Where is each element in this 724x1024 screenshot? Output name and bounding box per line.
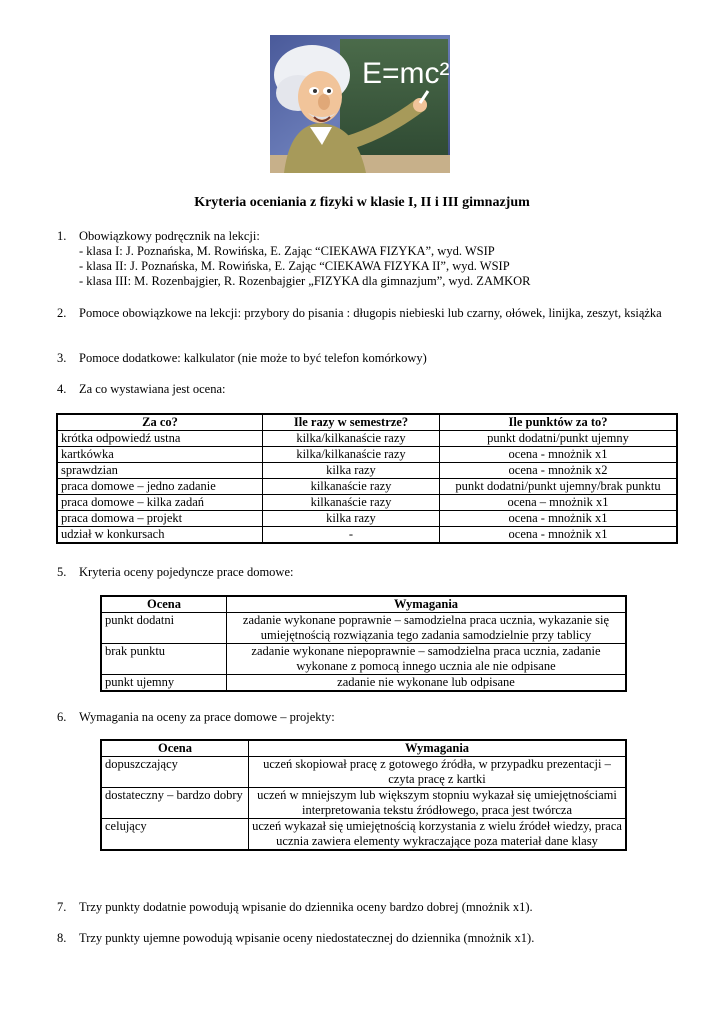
table-row [101, 613, 626, 644]
cell: uczeń skopiował pracę z gotowego źródła, w przypadku prezentacji – czyta pracę z kartki [249, 757, 627, 788]
list-number: 6. [57, 710, 67, 724]
cell: zadanie wykonane poprawnie – samodzielna praca ucznia, wykazanie się umiejętnością rozwiązania tego zadania samodzielnie przy tablicy [227, 613, 627, 644]
cell: udział w konkursach [57, 527, 263, 544]
item-text: Trzy punkty ujemne powodują wpisanie oceny niedostatecznej do dziennika (mnożnik x1). [79, 931, 535, 945]
cell: punkt dodatni [101, 613, 227, 644]
table-row [101, 819, 626, 851]
table-row [57, 495, 677, 511]
cell: kartkówka [57, 447, 263, 463]
column-header: Ocena [101, 740, 249, 757]
table-row [57, 431, 677, 447]
list-number: 8. [57, 931, 67, 945]
item-text: Trzy punkty dodatnie powodują wpisanie do dziennika oceny bardzo dobrej (mnożnik x1). [79, 900, 533, 914]
list-item-6 [57, 710, 677, 725]
project-requirements-table [100, 739, 627, 851]
grading-table [56, 413, 678, 544]
item-text: Obowiązkowy podręcznik na lekcji: [79, 229, 260, 243]
cell: kilka razy [263, 463, 440, 479]
item-text: Pomoce dodatkowe: kalkulator (nie może to być telefon komórkowy) [79, 351, 427, 365]
table-row [57, 479, 677, 495]
cell: praca domowe – jedno zadanie [57, 479, 263, 495]
cell: sprawdzian [57, 463, 263, 479]
cell: krótka odpowiedź ustna [57, 431, 263, 447]
cell: punkt dodatni/punkt ujemny [440, 431, 678, 447]
table-row [101, 757, 626, 788]
list-item-7 [57, 900, 677, 915]
list-item-3 [57, 351, 677, 366]
cell: praca domowa – projekt [57, 511, 263, 527]
list-number: 4. [57, 382, 67, 396]
list-item-4 [57, 382, 677, 397]
cell: uczeń w mniejszym lub większym stopniu wykazał się umiejętnościami interpretowania tekstu źródłowego, praca jest twórcza [249, 788, 627, 819]
formula-text: E=mc² [362, 57, 450, 90]
cell: ocena - mnożnik x2 [440, 463, 678, 479]
list-number: 3. [57, 351, 67, 365]
cell: kilkanaście razy [263, 479, 440, 495]
list-item-5 [57, 565, 677, 580]
column-header: Ile punktów za to? [440, 414, 678, 431]
item-text: Kryteria oceny pojedyncze prace domowe: [79, 565, 294, 579]
textbook-class-2: - klasa II: J. Poznańska, M. Rowińska, E. Zając “CIEKAWA FIZYKA II”, wyd. WSIP [79, 259, 510, 273]
item-text: Pomoce obowiązkowe na lekcji: przybory do pisania : długopis niebieski lub czarny, ołówek, linijka, zeszyt, książka [79, 306, 662, 320]
cell: kilka razy [263, 511, 440, 527]
table-row [101, 644, 626, 675]
table-row [57, 511, 677, 527]
einstein-drawing [270, 35, 450, 173]
cell: kilka/kilkanaście razy [263, 431, 440, 447]
list-number: 1. [57, 229, 67, 243]
cell: ocena - mnożnik x1 [440, 527, 678, 544]
textbook-class-3: - klasa III: M. Rozenbajgier, R. Rozenbajgier „FIZYKA dla gimnazjum”, wyd. ZAMKOR [79, 274, 531, 288]
table-row [101, 788, 626, 819]
cell: brak punktu [101, 644, 227, 675]
list-number: 7. [57, 900, 67, 914]
table-row [57, 527, 677, 544]
cell: kilkanaście razy [263, 495, 440, 511]
table-row [101, 675, 626, 692]
cell: celujący [101, 819, 249, 851]
list-number: 2. [57, 306, 67, 320]
list-number: 5. [57, 565, 67, 579]
item-text: Za co wystawiana jest ocena: [79, 382, 226, 396]
list-item-8 [57, 931, 677, 946]
cell: dopuszczający [101, 757, 249, 788]
cell: praca domowe – kilka zadań [57, 495, 263, 511]
page-title: Kryteria oceniania z fizyki w klasie I, II i III gimnazjum [194, 195, 530, 210]
cell: dostateczny – bardzo dobry [101, 788, 249, 819]
cell: - [263, 527, 440, 544]
cell: zadanie nie wykonane lub odpisane [227, 675, 627, 692]
table-row [57, 463, 677, 479]
homework-criteria-table [100, 595, 627, 692]
column-header: Wymagania [227, 596, 627, 613]
cell: punkt ujemny [101, 675, 227, 692]
table-row [57, 447, 677, 463]
column-header: Za co? [57, 414, 263, 431]
cell: ocena – mnożnik x1 [440, 495, 678, 511]
item-text: Wymagania na oceny za prace domowe – projekty: [79, 710, 335, 724]
list-item-2 [57, 306, 677, 321]
list-item-1 [57, 229, 677, 289]
cell: punkt dodatni/punkt ujemny/brak punktu [440, 479, 678, 495]
einstein-illustration [270, 35, 450, 173]
column-header: Wymagania [249, 740, 627, 757]
cell: kilka/kilkanaście razy [263, 447, 440, 463]
column-header: Ocena [101, 596, 227, 613]
cell: uczeń wykazał się umiejętnością korzystania z wielu źródeł wiedzy, praca ucznia zawiera elementy wykraczające poza materiał dane klasy [249, 819, 627, 851]
cell: ocena - mnożnik x1 [440, 511, 678, 527]
column-header: Ile razy w semestrze? [263, 414, 440, 431]
cell: zadanie wykonane niepoprawnie – samodzielna praca ucznia, zadanie wykonane z pomocą innego ucznia ale nie odpisane [227, 644, 627, 675]
textbook-class-1: - klasa I: J. Poznańska, M. Rowińska, E. Zając “CIEKAWA FIZYKA”, wyd. WSIP [79, 244, 495, 258]
cell: ocena - mnożnik x1 [440, 447, 678, 463]
